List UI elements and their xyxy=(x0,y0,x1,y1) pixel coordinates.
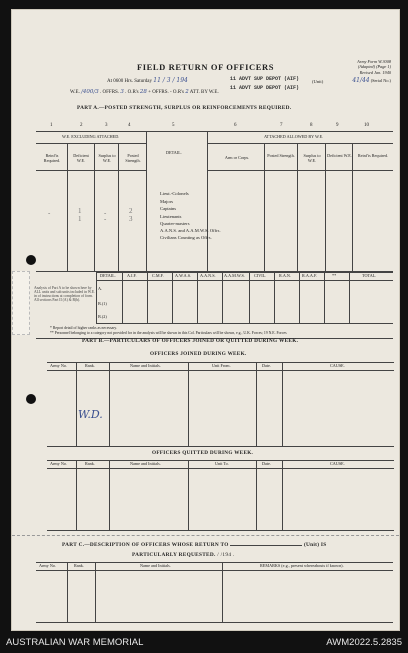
col-4: 4 xyxy=(128,123,131,128)
attached-label: ATTACHED ALLOWED BY W.E. xyxy=(264,134,324,139)
vline-a4 xyxy=(146,131,147,271)
col-6: 6 xyxy=(234,123,237,128)
q-h-rank: Rank. xyxy=(85,461,95,466)
qv3 xyxy=(188,460,189,530)
vline-a1 xyxy=(67,143,68,271)
col-7: 7 xyxy=(280,123,283,128)
hdr-r-posted: Posted Strength. xyxy=(267,153,295,158)
we-excl-rule xyxy=(36,143,146,144)
rank-lieutenants: Lieutenants xyxy=(160,213,182,219)
unit-label: (Unit) xyxy=(312,79,324,84)
we-value: /400/3 xyxy=(81,89,99,95)
part-c-heading-text: PART C.—DESCRIPTION OF OFFICERS WHOSE RETURN TO xyxy=(62,542,229,548)
an-v7 xyxy=(274,272,275,323)
q-h-date: Date. xyxy=(262,461,271,466)
footer-left: AUSTRALIAN WAR MEMORIAL xyxy=(6,637,144,648)
col-5: 5 xyxy=(172,123,175,128)
att-by-label: ATT. BY W.E. xyxy=(189,90,219,95)
dash-mark: - xyxy=(169,90,172,95)
c-h-armyno: Army No. xyxy=(39,563,56,568)
j-h-unitfrom: Unit From. xyxy=(212,363,231,368)
rank-majors: Majors xyxy=(160,198,174,204)
hdr-surplus: Surplus to W.E. xyxy=(98,153,116,163)
q-h-unitto: Unit To. xyxy=(215,461,229,466)
jv5 xyxy=(282,362,283,446)
handwritten-wd: W.D. xyxy=(78,408,103,421)
detail-label: DETAIL. xyxy=(166,150,182,155)
part-a-heading: PART A.—POSTED STRENGTH, SURPLUS OR REINFORCEMENTS REQUIRED. xyxy=(77,105,292,111)
quitted-bottom xyxy=(47,530,394,531)
an-v3 xyxy=(172,272,173,323)
hand-val-3: - xyxy=(104,209,107,217)
vline-a6 xyxy=(264,143,265,271)
an-v9 xyxy=(324,272,325,323)
qv1 xyxy=(76,460,77,530)
part-c-unit-is: (Unit) IS xyxy=(303,542,327,548)
quitted-head-rule xyxy=(47,468,394,469)
hdr-r-surplus: Surplus to W.E. xyxy=(303,153,321,163)
serial-label: (Serial No.) xyxy=(370,78,391,83)
col-1: 1 xyxy=(50,123,53,128)
cv3 xyxy=(222,562,223,622)
joined-heading: OFFICERS JOINED DURING WEEK. xyxy=(150,351,247,357)
qv5 xyxy=(282,460,283,530)
punch-hole-upper xyxy=(26,255,36,265)
j-h-name: Name and Initials. xyxy=(130,363,161,368)
an-v8 xyxy=(299,272,300,323)
vline-a7 xyxy=(297,143,298,271)
an-row-b1: B.(1) xyxy=(98,301,107,306)
rank-aans: A.A.N.S. and A.A.M.W.S. Offrs. xyxy=(160,227,221,233)
we-label: W.E. xyxy=(70,90,80,95)
q-h-name: Name and Initials. xyxy=(130,461,161,466)
an-v0 xyxy=(96,272,97,323)
j-h-cause: CAUSE. xyxy=(330,363,345,368)
date-line xyxy=(107,78,188,85)
an-row-a: A. xyxy=(98,286,103,291)
an-v10 xyxy=(349,272,350,323)
rank-captains: Captains xyxy=(160,206,177,211)
vline-a8 xyxy=(325,143,326,271)
an-h-aif: A.I.F. xyxy=(127,273,137,278)
jv2 xyxy=(109,362,110,446)
hdr-deficient: Deficient W.E. xyxy=(73,153,89,163)
hdr-posted: Posted Strength. xyxy=(125,153,141,163)
hand-val-4: 2 xyxy=(129,207,133,215)
j-h-date: Date. xyxy=(262,363,271,368)
an-h-aamws: A.A.M.W.S. xyxy=(224,273,245,278)
an-v6 xyxy=(249,272,250,323)
an-h-detail: DETAIL. xyxy=(100,273,116,278)
attached-rule xyxy=(207,143,393,144)
army-form-revised: Revised Jan. 1940 xyxy=(359,69,391,75)
vline-a9 xyxy=(352,143,353,271)
hdr-reinf: Reinf'ts Required. xyxy=(43,153,61,163)
unit-stamp-1: 11 ADVT SUP DEPOT (AIF) xyxy=(230,76,300,82)
we-line xyxy=(70,89,219,96)
rank-quartermasters: Quarter-masters xyxy=(160,221,190,226)
hand-val-5: 1 xyxy=(78,215,82,223)
jv3 xyxy=(188,362,189,446)
form-title: FIELD RETURN OF OFFICERS xyxy=(136,62,275,72)
rank-lt-col: Lieut.-Colonels xyxy=(160,191,189,196)
c-h-rank: Rank. xyxy=(74,563,84,568)
plus-offrs-label: + OFFRS. xyxy=(148,90,169,95)
footnote-1: * Report detail of higher ranks as necessary. xyxy=(50,326,118,330)
c-h-remarks: REMARKS (e.g., present whereabouts if known). xyxy=(260,563,344,568)
rank-list xyxy=(160,190,221,240)
cv2 xyxy=(95,562,96,622)
q-h-cause: CAUSE. xyxy=(330,461,345,466)
part-c-heading xyxy=(62,542,327,548)
punch-hole-lower xyxy=(26,394,36,404)
hand-val-2: 1 xyxy=(78,207,82,215)
ors2-label: O.R's xyxy=(172,90,184,95)
ors2-value: 2 xyxy=(185,89,189,95)
at-time-label: At 0600 Hrs. Saturday xyxy=(107,79,152,84)
an-h-total: TOTAL. xyxy=(362,273,377,278)
army-form-number: Army Form W.3008 xyxy=(357,59,391,64)
an-v2 xyxy=(147,272,148,323)
col-9: 9 xyxy=(336,123,339,128)
left-header-rule xyxy=(36,170,146,171)
part-b-heading: PART B.—PARTICULARS OF OFFICERS JOINED OR QUITTED DURING WEEK. xyxy=(82,338,299,344)
vline-a3 xyxy=(118,143,119,271)
j-h-rank: Rank. xyxy=(85,363,95,368)
offrs-label: . OFFRS. xyxy=(100,90,120,95)
right-header-rule xyxy=(207,170,393,171)
an-h-civil: CIVIL. xyxy=(254,273,267,278)
col-10: 10 xyxy=(364,123,369,128)
analysis-bottom xyxy=(96,323,393,324)
rank-civilians: Civilians Counting as Offrs. xyxy=(160,234,212,240)
qv2 xyxy=(109,460,110,530)
jv4 xyxy=(256,362,257,446)
serial-value: 41/44 xyxy=(352,77,370,84)
partc-head-rule xyxy=(36,570,393,571)
partc-bottom xyxy=(36,622,393,623)
footer-right: AWM2022.5.2835 xyxy=(326,637,402,648)
hdr-r-reinf: Reinf'ts Required. xyxy=(357,153,389,158)
hand-val-7: 3 xyxy=(129,215,133,223)
serial-number xyxy=(352,77,391,84)
an-v5 xyxy=(222,272,223,323)
part-c-particularly xyxy=(132,552,235,558)
army-form-adapted: (Adapted) (Page 1) xyxy=(357,64,391,70)
offrs-value: 3 xyxy=(120,89,124,95)
an-v1 xyxy=(122,272,123,323)
part-a-top-rule xyxy=(36,131,393,132)
joined-bottom xyxy=(47,446,394,447)
hand-val-1: - xyxy=(48,209,51,217)
cv1 xyxy=(67,562,68,622)
ors-value: 28 xyxy=(139,89,147,95)
part-c-date-blank: / /194 . xyxy=(217,552,235,558)
ors-label: . O.R's xyxy=(125,90,139,95)
col-8: 8 xyxy=(310,123,313,128)
q-h-armyno: Army No. xyxy=(50,461,67,466)
an-h-other: ** xyxy=(332,273,337,278)
unit-stamp-2: 11 ADVT SUP DEPOT (AIF) xyxy=(230,85,300,91)
hdr-arm: Arm or Corps. xyxy=(224,155,250,160)
vline-a2 xyxy=(94,143,95,271)
date-value: 11 / 3 / 194 xyxy=(153,77,188,84)
an-row-b2: B.(2) xyxy=(98,314,107,319)
hand-val-6: - xyxy=(104,215,107,223)
footnote-2: ** Personnel belonging to a category not provided for in the analysis will be shown in this Col. Particulars will be shown, e.g., U.K. Forces; 19 N.E. Forces xyxy=(50,331,287,335)
an-h-ran: R.A.N. xyxy=(279,273,291,278)
part-c-particularly-text: PARTICULARLY REQUESTED. xyxy=(132,552,216,558)
part-c-unit-blank xyxy=(230,545,302,546)
qv4 xyxy=(256,460,257,530)
jv1 xyxy=(76,362,77,446)
an-h-raaf: R.A.A.F. xyxy=(302,273,318,278)
document-page xyxy=(11,9,400,631)
c-h-name: Name and Initials. xyxy=(140,563,171,568)
an-h-cmf: C.M.F. xyxy=(152,273,164,278)
hdr-r-deficient: Deficient W.E. xyxy=(327,153,352,158)
attached-paper-strip xyxy=(12,271,30,335)
quitted-heading: OFFICERS QUITTED DURING WEEK. xyxy=(152,450,254,456)
an-v4 xyxy=(197,272,198,323)
col-3: 3 xyxy=(105,123,108,128)
analysis-note: Analysis of Part A to be shown here by ALL units and sub units included in W.E. in of instructions at completion of form. All sections Part II (A) & B(b). xyxy=(34,286,96,303)
an-h-awas: A.W.A.S. xyxy=(175,273,192,278)
an-h-aans: A.A.N.S. xyxy=(200,273,216,278)
we-excl-label: W.E. EXCLUDING ATTACHED. xyxy=(62,134,120,139)
tear-line xyxy=(12,535,399,536)
joined-head-rule xyxy=(47,370,394,371)
col-2: 2 xyxy=(80,123,83,128)
j-h-armyno: Army No. xyxy=(50,363,67,368)
